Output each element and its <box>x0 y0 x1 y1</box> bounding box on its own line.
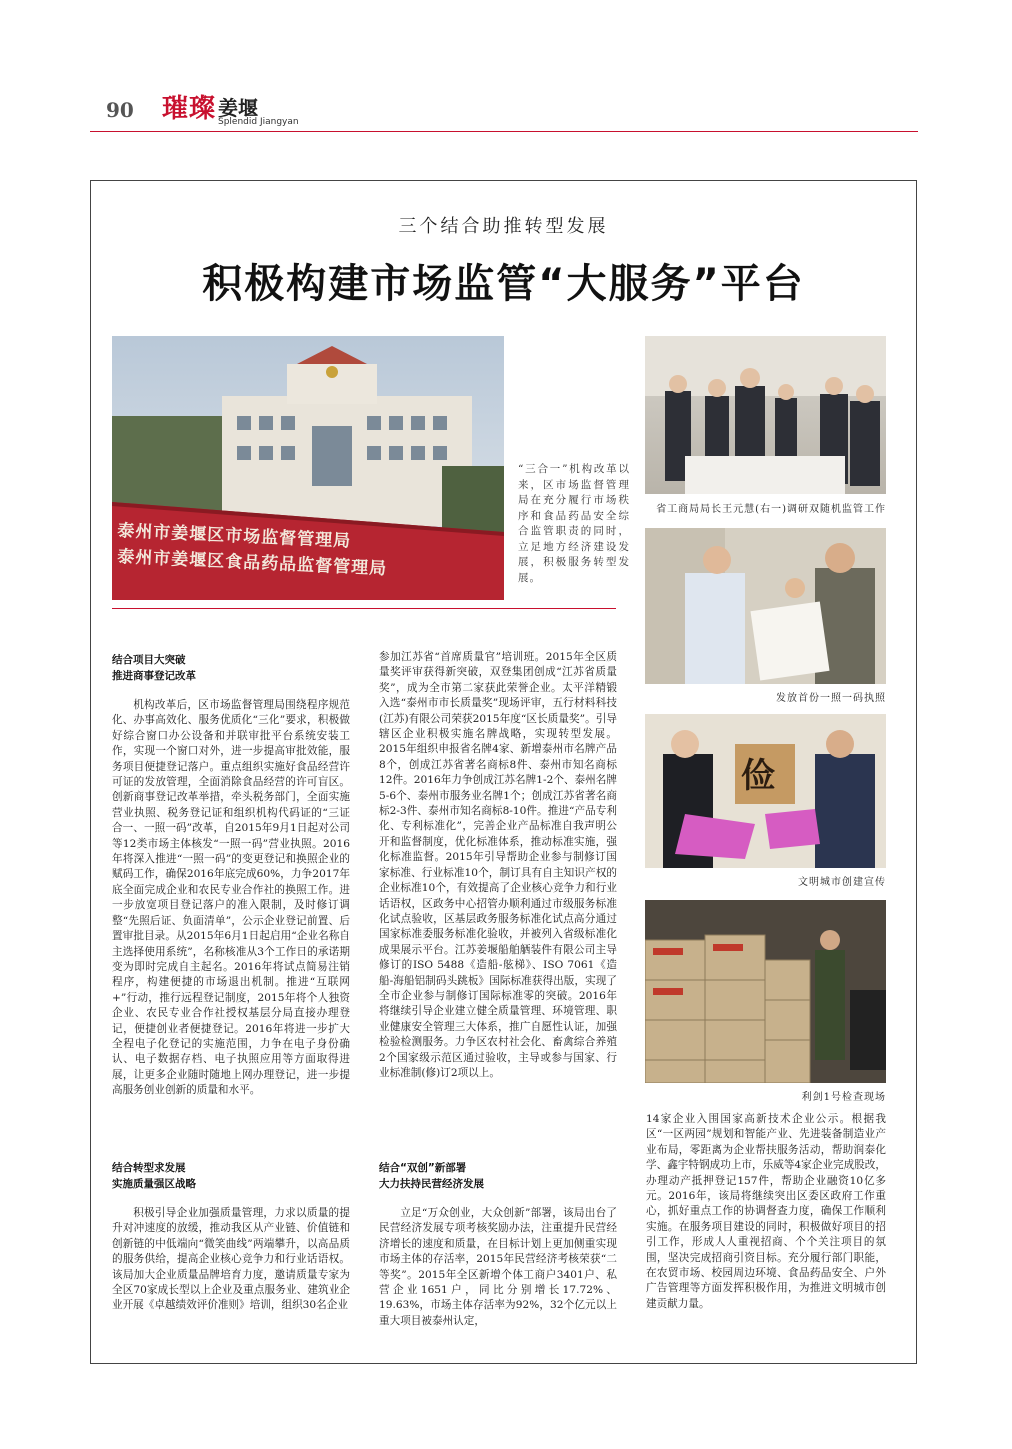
section2-title-line2: 实施质量强区战略 <box>112 1178 196 1190</box>
section3-title-line1: 结合“双创”新部署 <box>379 1162 467 1174</box>
photo-license-issuance <box>645 528 886 684</box>
column3-paragraph: 14家企业入围国家高新技术企业公示。根据我区“一区两园”规划和智能产业、先进装备制造业产业布局，零距离为企业帮扶服务活动，帮助润泰化学、鑫宇特钢成功上市，乐威等4家企业完成股改，办理动产抵押登记157件，帮助企业融资10亿多元。2016年，该局将继续突出区委区政府工作重心，抓好重点工作的协调督查力度，确保工作顺利实施。在服务项目建设的同时，积极做好项目的招引工作，形成人人重视招商、个个关注项目的氛围，坚决完成招商引资目标。充分履行部门职能，在农贸市场、校园周边环境、食品药品安全、户外广告管理等方面发挥积极作用，为推进文明城市创建贡献力量。 <box>646 1113 886 1310</box>
photo-caption-4: 利剑1号检查现场 <box>801 1092 886 1103</box>
photo-civilization-campaign <box>645 714 886 868</box>
section1-paragraph: 机构改革后，区市场监督管理局围绕程序规范化、办事高效化、服务优质化“三化”要求，积极做好综合窗口办公设备和并联审批平台系统安装工作，实现一个窗口对外，进一步提高审批效能，服务项目便捷登记落户。重点组织实施好食品经营许可证的发放管理，全面消除食品经营的许可盲区。创新商事登记改革举措，牵头税务部门，全面实施营业执照、税务登记证和组织机构代码证的“三证合一、一照一码”改革，自2015年9月1日起对公司等12类市场主体核发“一照一码”营业执照。2016年将深入推进“一照一码”的变更登记和换照企业的赋码工作，确保2016年底完成60%，力争2017年底全面完成企业和农民专业合作社的换照工作。进一步放宽项目登记落户的准入限制，及时修订调整“先照后证、负面清单”，公示企业登记前置、后置审批目录。从2015年6月1日起启用“企业名称自主选择使用系统”，名称核准从3个工作日的承诺期变为即时完成自主起名。2016年将试点简易注销程序，构建便捷的市场退出机制。推进“互联网+”行动，推行远程登记制度，2015年将个人独资企业、农民专业合作社授权基层分局直接办理登记，便捷创业者便捷登记。2016年将进一步扩大全程电子化登记的实施范围，力争在电子身份确认、电子数据存档、电子执照应用等方面取得进展，让更多企业随时随地上网办理登记，进一步提高服务创业创新的质量和水平。 <box>112 699 350 1097</box>
section3-title-line2: 大力扶持民营经济发展 <box>379 1178 484 1190</box>
section2-title-line1: 结合转型求发展 <box>112 1162 186 1174</box>
article-headline: 积极构建市场监管“大服务”平台 <box>202 261 805 307</box>
intro-caption: “三合一”机构改革以来，区市场监督管理局在充分履行市场秩序和食品药品安全综合监管职责的同时，立足地方经济建设发展，积极服务转型发展。 <box>518 463 630 584</box>
brand-logo-black: 姜堰 <box>218 96 258 120</box>
header-rule <box>90 131 918 132</box>
building-photo <box>112 336 504 600</box>
section3-paragraph: 立足“万众创业，大众创新”部署，该局出台了民营经济发展专项考核奖励办法，注重提升民营经济增长的速度和质量，在目标计划上更加侧重实现市场主体的存活率，2015年民营经济考核荣获“二等奖”。2015年全区新增个体工商户3401户、私营企业1651户，同比分别增长17.72%、19.63%，市场主体存活率为92%，32个亿元以上重大项目被泰州认定， <box>379 1207 617 1327</box>
section1-body <box>112 698 350 1099</box>
section2-paragraph: 积极引导企业加强质量管理，力求以质量的提升对冲速度的放缓，推动我区从产业链、价值链和创新链的中低端向“微笑曲线”两端攀升，以高品质的服务供给，提高企业核心竞争力和行业话语权。该局加大企业质量品牌培育力度，邀请质量专家为全区70家成长型以上企业及重点服务业、建筑业企业开展《卓越绩效评价准则》培训，组织30名企业 <box>112 1207 350 1312</box>
section1-title-line2: 推进商事登记改革 <box>112 670 196 682</box>
intro-rule <box>112 608 616 609</box>
brand-logo-en: Splendid Jiangyan <box>218 117 299 127</box>
section3-body <box>379 1206 617 1329</box>
section2-body <box>112 1206 350 1314</box>
photo-caption-2: 发放首份一照一码执照 <box>776 693 886 704</box>
sign-text-line2: 泰州市姜堰区食品药品监督管理局 <box>116 546 388 580</box>
page-number: 90 <box>106 98 134 122</box>
column2-body <box>379 650 617 1081</box>
people-group-illustration <box>645 336 886 494</box>
license-handover-illustration <box>645 528 886 684</box>
article-kicker: 三个结合助推转型发展 <box>398 216 609 237</box>
photo-inspection-visit <box>645 336 886 494</box>
column2-paragraph: 参加江苏省“首席质量官”培训班。2015年全区质量奖评审获得新突破，双登集团创成“江苏省质量奖”，成为全市第二家获此荣誉企业。太平洋精锻入选“泰州市市长质量奖”现场评审，五行材料科技(江苏)有限公司荣获2015年度“区长质量奖”。引导辖区企业积极实施名牌战略，实现转型发展。2015年组织申报省名牌4家、新增泰州市名牌产品8个，创成江苏省著名商标8件、泰州市知名商标12件。2016年力争创成江苏名牌1-2个、泰州名牌5-6个、泰州市服务业名牌1个；创成江苏省著名商标2-3件、泰州市知名商标8-10件。推进“产品专利化、专利标准化”，完善企业产品标准自我声明公开和监督制度，优化标准体系，推动标准实施，强化标准监督。2015年引导帮助企业参与制修订国家标准、行业标准10个，制订具有自主知识产权的企业标准10个，有效提高了企业核心竞争力和行业话语权，区政务中心招管办顺利通过市级服务标准化试点验收，区基层政务服务标准化试点高分通过国家标准委服务标准化验收，并被列入省级标准化成果展示平台。江苏姜堰船舶舾装件有限公司主导修订的ISO 5488《造船-舷梯》、ISO 7061《造船-海船铝制码头跳板》国际标准获得出版，实现了全市企业参与制修订国际标准零的突破。2016年将继续引导企业建立健全质量管理、环境管理、职业健康安全管理三大体系，推广自愿性认证，加强检验检测服务。力争区农村社会化、畜禽综合养殖2个国家级示范区通过验收，主导或参与国家、行业标准制(修)订2项以上。 <box>379 651 617 1079</box>
photo-inspection-site <box>645 900 886 1083</box>
photo-caption-1: 省工商局局长王元慧(右一)调研双随机监管工作 <box>656 504 886 515</box>
section1-title-line1: 结合项目大突破 <box>112 654 186 666</box>
brand-logo-red: 璀璨 <box>162 94 217 124</box>
warehouse-boxes-illustration <box>645 900 886 1083</box>
column3-body <box>646 1112 886 1312</box>
sign-text-line1: 泰州市姜堰区市场监督管理局 <box>116 520 352 552</box>
photo-caption-3: 文明城市创建宣传 <box>798 877 886 888</box>
sign-character: 俭 <box>741 756 775 796</box>
